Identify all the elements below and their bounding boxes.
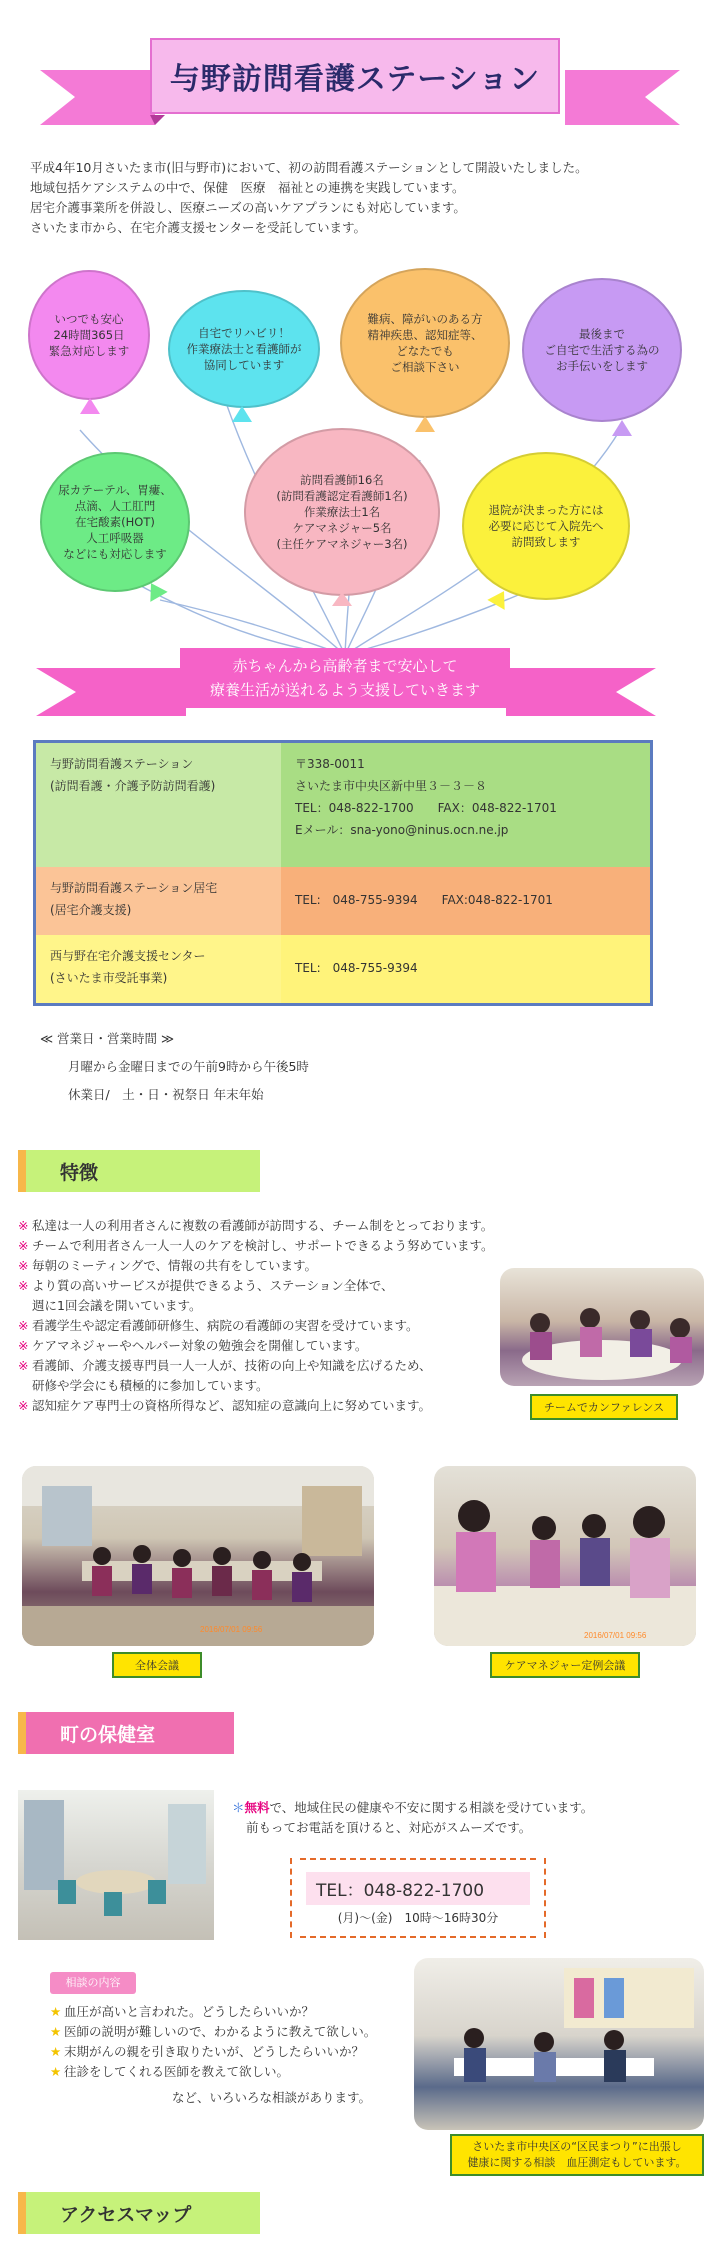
- contact-info: 〒338-0011 さいたま市中央区新中里３－３－８ TEL：048-822-1700 FAX：048-822-1701 Eメール：sna-yono@ninus.ocn.ne.jp: [281, 743, 650, 867]
- balloon-text: 難病、障がいのある方 精神疾患、認知症等、 どなたでも ご相談下さい: [367, 312, 483, 374]
- balloon-end-of-life: [522, 278, 682, 422]
- health-room-tel-box: [290, 1858, 546, 1938]
- holidays-line: 休業日/ 土・日・祝祭日 年末年始: [68, 1087, 264, 1102]
- consult-more: など、いろいろな相談があります。: [172, 2090, 372, 2105]
- health-room-heading: [18, 1712, 234, 1754]
- festival-photo: [414, 1958, 704, 2130]
- features-title: 特徴: [60, 1161, 99, 1184]
- bullet-icon: ※: [18, 1218, 29, 1233]
- consult-text: 血圧が高いと言われた。どうしたらいいか？: [64, 2004, 315, 2019]
- page-title: 与野訪問看護ステーション: [150, 38, 560, 114]
- feature-text: 看護学生や認定看護師研修生、病院の看護師の実習を受けています。: [32, 1318, 419, 1333]
- tel-box-bottom-border: [300, 1936, 536, 1938]
- balloon-text: いつでも安心 24時間365日 緊急対応します: [48, 312, 130, 358]
- festival-caption: さいたま市中央区の“区民まつり”に出張し 健康に関する相談 血圧測定もしています。: [450, 2134, 704, 2176]
- care-manager-meeting-illustration: [434, 1466, 696, 1646]
- star-icon: ★: [50, 2004, 62, 2019]
- star-icon: ★: [50, 2044, 62, 2059]
- bullet-icon: ※: [18, 1398, 29, 1413]
- balloon-intractable-disease: [340, 268, 510, 418]
- contact-row: [36, 743, 650, 867]
- health-room-photo: [18, 1790, 214, 1940]
- contact-info: TEL: 048-755-9394 FAX:048-822-1701: [281, 867, 650, 935]
- bullet-icon: ※: [18, 1258, 29, 1273]
- business-hours-title: ≪ 営業日・営業時間 ≫: [40, 1031, 175, 1046]
- intro-line: 居宅介護事業所を併設し、医療ニーズの高いケアプランにも対応しています。: [30, 200, 466, 215]
- contact-name: 与野訪問看護ステーション (訪問看護・介護予防訪問看護): [36, 743, 281, 867]
- consult-item: [50, 2042, 410, 2062]
- balloon-text: 最後まで ご自宅で生活する為の お手伝いをします: [544, 327, 660, 373]
- bullet-icon: ※: [18, 1278, 29, 1293]
- feature-text: チームで利用者さん一人一人のケアを検討し、サポートできるよう努めています。: [32, 1238, 494, 1253]
- health-room-tel-hours: (月)～(金) 10時～16時30分: [337, 1911, 499, 1925]
- star-icon: ★: [50, 2024, 62, 2039]
- features-list: [18, 1216, 538, 1416]
- balloon-knot: [612, 420, 632, 436]
- care-manager-meeting-caption: ケアマネジャー定例会議: [490, 1652, 640, 1678]
- contact-row: [36, 935, 650, 1003]
- features-heading: [18, 1150, 260, 1192]
- consult-text: 末期がんの親を引き取りたいが、どうしたらいいか？: [64, 2044, 365, 2059]
- bullet-icon: ※: [18, 1238, 29, 1253]
- feature-item: [18, 1316, 538, 1336]
- feature-text-cont: 週に1回会議を開いています。: [32, 1298, 202, 1313]
- bullet-icon: ※: [18, 1318, 29, 1333]
- intro-line: 地域包括ケアシステムの中で、保健 医療 福祉との連携を実践しています。: [30, 180, 465, 195]
- balloon-knot: [332, 592, 352, 606]
- balloon-text: 訪問看護師16名 (訪問看護認定看護師1名) 作業療法士1名 ケアマネジャー5名 (主任ケアマネジャー3名): [276, 473, 408, 551]
- consult-item: [50, 2062, 410, 2082]
- feature-item: [18, 1356, 538, 1396]
- contact-row: [36, 867, 650, 935]
- balloon-knot: [415, 416, 435, 432]
- business-hours-line: 月曜から金曜日までの午前9時から午後5時: [68, 1059, 309, 1074]
- staff-meeting-caption: 全体会議: [112, 1652, 202, 1678]
- contact-info: TEL: 048-755-9394: [281, 935, 650, 1003]
- photo-timestamp: 2016/07/01 09:56: [584, 1631, 647, 1640]
- consult-label: 相談の内容: [50, 1972, 136, 1994]
- access-title: アクセスマップ: [60, 2203, 192, 2226]
- consult-list: [50, 2002, 410, 2082]
- feature-text: より質の高いサービスが提供できるよう、ステーション全体で、: [32, 1278, 394, 1293]
- feature-item: [18, 1336, 538, 1356]
- team-conference-illustration: [500, 1268, 704, 1386]
- balloon-text: 尿カテーテル、胃瘻、 点滴、人工肛門 在宅酸素(HOT) 人工呼吸器 などにも対応します: [58, 483, 172, 561]
- feature-text: 私達は一人の利用者さんに複数の看護師が訪問する、チーム制をとっております。: [32, 1218, 494, 1233]
- consult-item: [50, 2022, 410, 2042]
- feature-text: 認知症ケア専門士の資格所得など、認知症の意識向上に努めています。: [32, 1398, 432, 1413]
- bullet-icon: ※: [18, 1338, 29, 1353]
- balloon-text: 退院が決まった方には 必要に応じて入院先へ 訪問致します: [488, 503, 604, 549]
- balloon-rehab: [168, 290, 320, 408]
- feature-text: 毎朝のミーティングで、情報の共有をしています。: [32, 1258, 318, 1273]
- contact-name: 西与野在宅介護支援センター (さいたま市受託事業): [36, 935, 281, 1003]
- feature-item: [18, 1256, 538, 1276]
- slogan-banner: 赤ちゃんから高齢者まで安心して 療養生活が送れるよう支援していきます: [180, 648, 510, 708]
- festival-illustration: [414, 1958, 704, 2130]
- consult-text: 往診をしてくれる医師を教えて欲しい。: [64, 2064, 290, 2079]
- consult-item: [50, 2002, 410, 2022]
- balloon-knot: [80, 398, 100, 414]
- health-room-title: 町の保健室: [60, 1723, 156, 1746]
- team-conference-caption: チームでカンファレンス: [530, 1394, 678, 1420]
- photo-timestamp: 2016/07/01 09:56: [200, 1625, 263, 1634]
- feature-item: [18, 1276, 538, 1316]
- feature-item: [18, 1216, 538, 1236]
- care-manager-meeting-photo: [434, 1466, 696, 1646]
- contact-name: 与野訪問看護ステーション居宅 (居宅介護支援): [36, 867, 281, 935]
- feature-item: [18, 1396, 538, 1416]
- health-room-illustration: [18, 1790, 214, 1940]
- health-room-desc-1: で、地域住民の健康や不安に関する相談を受けています。: [269, 1800, 594, 1815]
- access-heading: [18, 2192, 260, 2234]
- feature-text-cont: 研修や学会にも積極的に参加しています。: [32, 1378, 269, 1393]
- bullet-icon: ※: [18, 1358, 29, 1373]
- contact-table: [33, 740, 653, 1006]
- balloon-staff: [244, 428, 440, 596]
- star-icon: ★: [50, 2064, 62, 2079]
- health-room-desc: [232, 1798, 702, 1838]
- consult-text: 医師の説明が難しいので、わかるように教えて欲しい。: [64, 2024, 377, 2039]
- balloon-text: 自宅でリハビリ！ 作業療法士と看護師が 協同しています: [186, 326, 302, 372]
- balloon-emergency: [28, 270, 150, 400]
- intro-line: さいたま市から、在宅介護支援センターを受託しています。: [30, 220, 367, 235]
- staff-meeting-illustration: [22, 1466, 374, 1646]
- team-conference-photo: [500, 1268, 704, 1386]
- balloon-medical-devices: [40, 452, 190, 592]
- feature-item: [18, 1236, 538, 1256]
- health-room-desc-2: 前もってお電話を頂けると、対応がスムーズです。: [246, 1820, 532, 1835]
- free-label: 無料: [244, 1800, 270, 1815]
- intro-line: 平成4年10月さいたま市(旧与野市)において、初の訪問看護ステーションとして開設いたしました。: [30, 160, 588, 175]
- staff-meeting-photo: [22, 1466, 374, 1646]
- feature-text: 看護師、介護支援専門員一人一人が、技術の向上や知識を広げるため、: [32, 1358, 432, 1373]
- intro-text: [30, 158, 690, 238]
- health-room-tel: TEL：048-822-1700: [306, 1872, 530, 1905]
- balloon-discharge: [462, 452, 630, 600]
- balloon-knot: [232, 406, 252, 422]
- feature-text: ケアマネジャーやヘルパー対象の勉強会を開催しています。: [32, 1338, 368, 1353]
- bullet-icon: ＊: [232, 1800, 245, 1815]
- tel-box-top-border: [300, 1858, 536, 1868]
